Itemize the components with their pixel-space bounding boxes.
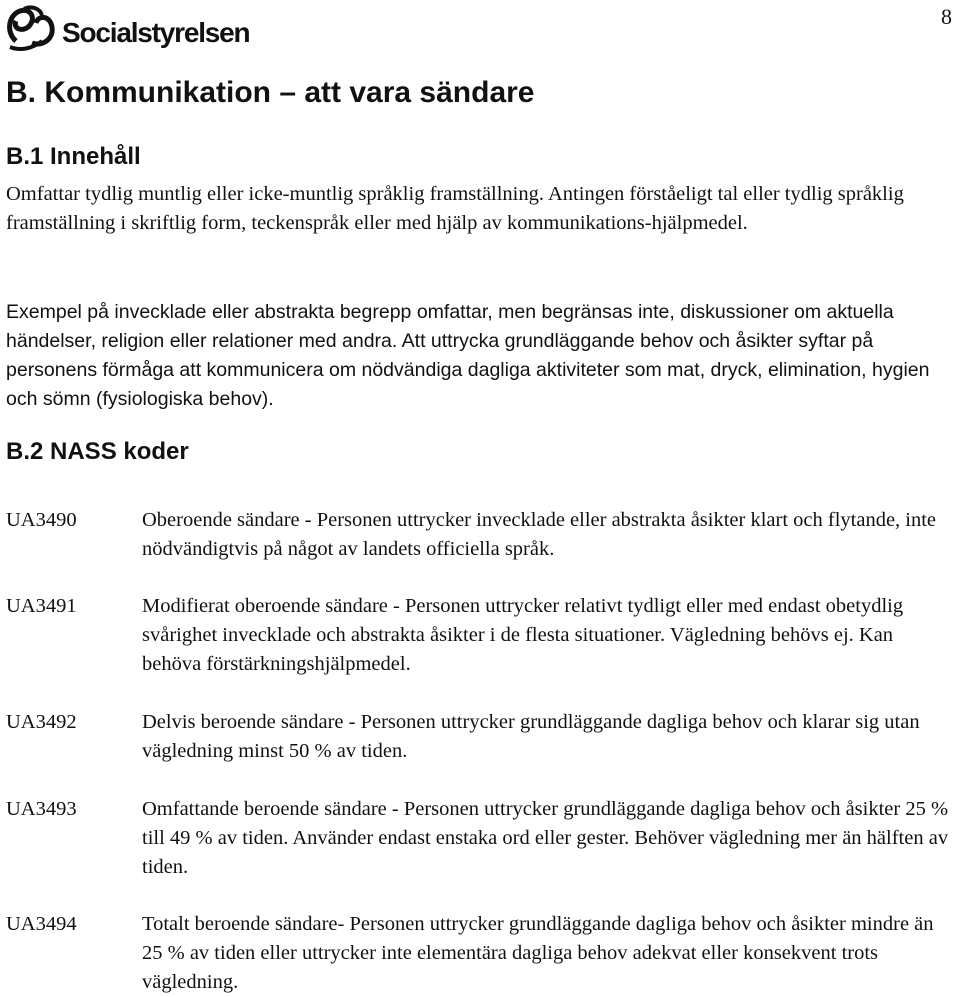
code-description: Delvis beroende sändare - Personen uttrycker grundläggande dagliga behov och klarar sig utan vägledning minst 50 % av tiden.: [142, 711, 920, 762]
logo-text: Socialstyrelsen: [62, 17, 250, 48]
code-description: Totalt beroende sändare- Personen uttrycker grundläggande dagliga behov och åsikter mindre än 25 % av tiden eller uttrycker inte elementära dagliga behov adekvat eller konsekvent trots vägledning.: [142, 913, 934, 993]
socialstyrelsen-emblem-icon: [2, 3, 60, 53]
content-paragraph-1: Omfattar tydlig muntlig eller icke-muntlig språklig framställning. Antingen förståeligt tal eller tydlig språklig framställning i skriftlig form, teckenspråk eller med hjälp av kommunikations-hjälpmedel.: [6, 183, 904, 234]
content-heading: B.1 Innehåll: [6, 143, 141, 170]
code-label: UA3492: [6, 711, 77, 733]
code-label: UA3491: [6, 595, 77, 617]
content-paragraph-2: Exempel på invecklade eller abstrakta begrepp omfattar, men begränsas inte, diskussioner om aktuella händelser, religion eller relationer med andra. Att uttrycka grundläggande behov och åsikter syftar på personens förmåga att kommunicera om nödvändiga dagliga aktiviteter som mat, dryck, elimination, hygien och sömn (fysiologiska behov).: [6, 301, 930, 410]
section-title: B. Kommunikation – att vara sändare: [6, 76, 535, 109]
code-label: UA3493: [6, 798, 77, 820]
code-label: UA3490: [6, 509, 77, 531]
code-label: UA3494: [6, 913, 77, 935]
code-description: Modifierat oberoende sändare - Personen uttrycker relativt tydligt eller med endast obetydlig svårighet invecklade och abstrakta åsikter i de flesta situationer. Vägledning behövs ej. Kan behöva förstärkningshjälpmedel.: [142, 595, 904, 675]
code-description: Omfattande beroende sändare - Personen uttrycker grundläggande dagliga behov och åsikter 25 % till 49 % av tiden. Använder endast enstaka ord eller gester. Behöver vägledning mer än hälften av tiden.: [142, 798, 949, 878]
page-number: 8: [941, 4, 952, 29]
codes-heading: B.2 NASS koder: [6, 438, 189, 465]
socialstyrelsen-logo: [2, 0, 249, 56]
code-description: Oberoende sändare - Personen uttrycker invecklade eller abstrakta åsikter klart och flytande, inte nödvändigtvis på något av landets officiella språk.: [142, 509, 937, 560]
